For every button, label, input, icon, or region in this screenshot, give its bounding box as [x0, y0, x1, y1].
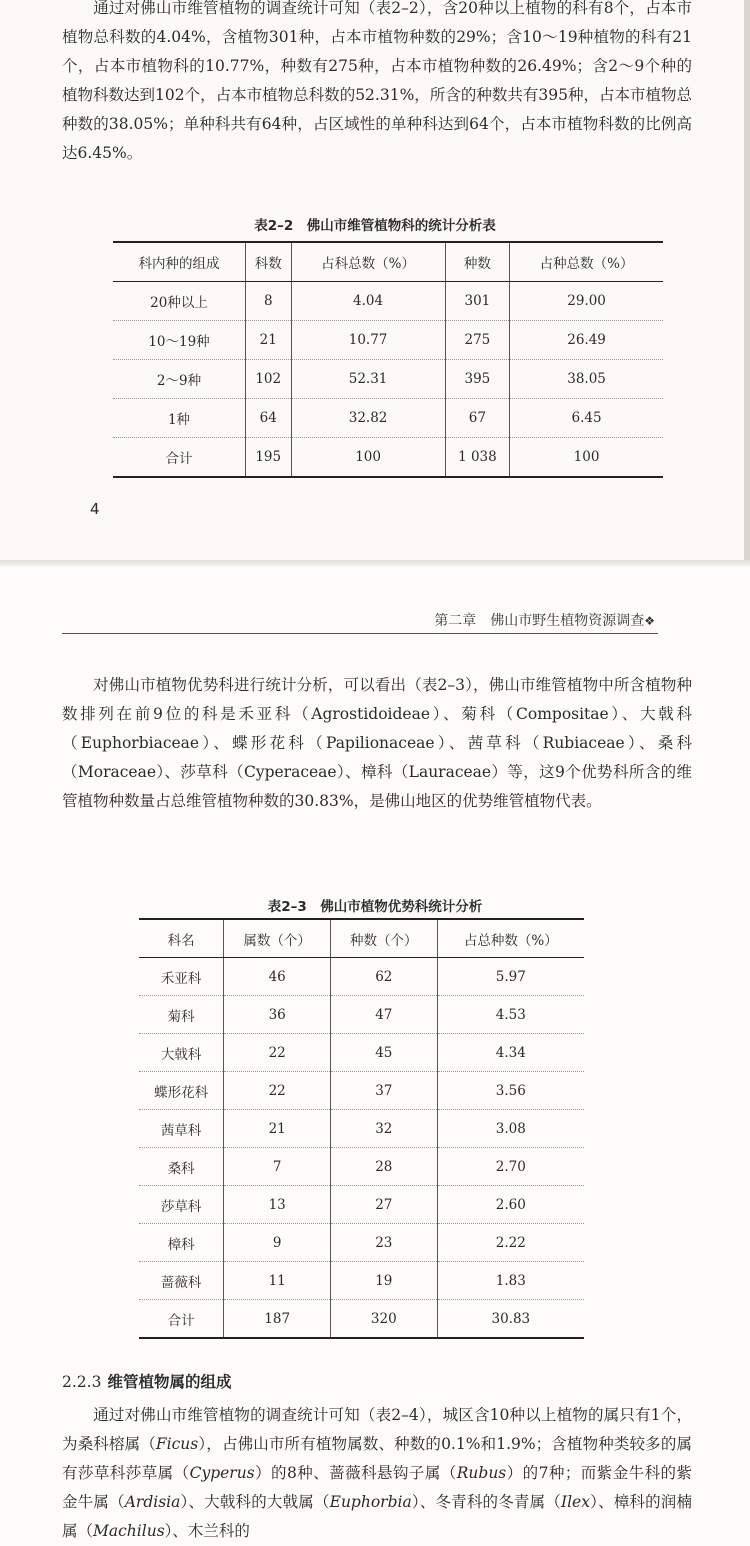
running-head: [434, 610, 655, 630]
column-header: 占种总数（%）: [510, 242, 663, 282]
table-cell: 1 038: [445, 438, 509, 478]
table-2-3: [139, 918, 584, 1339]
table-cell: 蔷薇科: [139, 1262, 224, 1300]
paragraph-text: ）、冬青科的冬青属（: [411, 1493, 561, 1511]
table-row: [139, 1072, 584, 1110]
table-2-2: [113, 241, 663, 478]
table-row: [139, 1110, 584, 1148]
header-rule: [62, 633, 658, 634]
diamond-ornament-icon: ❖: [644, 614, 655, 628]
table-cell: 23: [330, 1224, 437, 1262]
table-cell: 47: [330, 996, 437, 1034]
table-cell: 320: [330, 1300, 437, 1339]
table-cell: 45: [330, 1034, 437, 1072]
table-cell: 19: [330, 1262, 437, 1300]
paragraph-text: ）的7种；而紫金牛科的紫金牛属（: [62, 1464, 692, 1511]
table-cell: 395: [445, 360, 509, 399]
table-cell: 29.00: [510, 282, 663, 321]
paragraph-text: 对佛山市植物优势科进行统计分析，可以看出（表2–3），佛山市维管植物中所含植物种数排列在前9位的科是禾亚科（Agrostidoideae）、菊科（Compositae）、大戟科（Euphorbiaceae）、蝶形花科（Papilionaceae）、茜草科（Rubiaceae）、桑科（Moraceae）、莎草科（Cyperaceae）、樟科（Lauraceae）等，这9个优势科所含的维管植物种数量占总维管植物种数的30.83%，是佛山地区的优势维管植物代表。: [62, 676, 692, 810]
table-cell: 3.56: [437, 1072, 584, 1110]
page-number: 4: [90, 500, 100, 518]
scientific-name: Ficus: [155, 1435, 199, 1453]
section-title: 维管植物属的组成: [107, 1373, 232, 1391]
table-cell: 102: [245, 360, 291, 399]
table-cell: 合计: [139, 1300, 224, 1339]
page-4: [0, 0, 750, 560]
table-cell: 38.05: [510, 360, 663, 399]
table-cell: 46: [224, 958, 331, 996]
table-cell: 1.83: [437, 1262, 584, 1300]
column-header: 占总种数（%）: [437, 919, 584, 958]
table-header-row: [113, 242, 663, 282]
paragraph-text: ）、木兰科的: [164, 1522, 250, 1540]
table-row: [139, 958, 584, 996]
table-row: [113, 282, 663, 321]
paragraph-text: ），占佛山市所有植物属数、种数的0.1%和1.9%；含植物种类较多的属有莎草科莎草属（: [62, 1435, 692, 1482]
paragraph-text: 通过对佛山市维管植物的调查统计可知（表2–2），含20种以上植物的科有8个，占本市植物总科数的4.04%，含植物301种，占本市植物种数的29%；含10～19种植物的科有21个，占本市植物科的10.77%，种数有275种，占本市植物种数的26.49%；含2～9个种的植物科数达到102个，占本市植物总科数的52.31%，所含的种数共有395种，占本市植物总种数的38.05%；单种科共有64种，占区域性的单种科达到64个，占本市植物科数的比例高达6.45%。: [62, 0, 692, 162]
column-header: 属数（个）: [224, 919, 331, 958]
table-cell: 3.08: [437, 1110, 584, 1148]
table-header-row: [139, 919, 584, 958]
table-cell: 6.45: [510, 399, 663, 438]
table-cell: 20种以上: [150, 295, 208, 311]
paragraph-text: ）、樟科的润楠属（: [62, 1493, 692, 1540]
paragraph-text: ）、大戟科的大戟属（: [180, 1493, 330, 1511]
table-row: [139, 996, 584, 1034]
column-header: 占科总数（%）: [291, 242, 445, 282]
table-cell: 禾亚科: [160, 970, 202, 987]
table-cell: 5.97: [437, 958, 584, 996]
table-cell: 26.49: [510, 321, 663, 360]
table-cell: 30.83: [437, 1300, 584, 1339]
paragraph-family-statistics: [62, 0, 692, 168]
table-cell: 4.53: [437, 996, 584, 1034]
table-cell: 27: [330, 1186, 437, 1224]
table-cell: 22: [224, 1072, 331, 1110]
table-cell: 菊科: [139, 996, 224, 1034]
table-cell: 莎草科: [139, 1186, 224, 1224]
table-2-2-title: 表2–2 佛山市维管植物科的统计分析表: [254, 218, 496, 234]
table-cell: 36: [224, 996, 331, 1034]
running-head-text: 第二章 佛山市野生植物资源调查: [434, 613, 645, 629]
table-cell: 合计: [113, 438, 245, 478]
table-cell: 2.70: [437, 1148, 584, 1186]
table-cell: 7: [224, 1148, 331, 1186]
table-cell: 21: [224, 1110, 331, 1148]
table-cell: 13: [224, 1186, 331, 1224]
table-cell: 2.60: [437, 1186, 584, 1224]
table-cell: 大戟科: [139, 1034, 224, 1072]
paragraph-genus-composition: [62, 1401, 692, 1546]
table-row: [139, 1262, 584, 1300]
table-row: [113, 399, 663, 438]
table-cell: 275: [445, 321, 509, 360]
table-cell: 187: [224, 1300, 331, 1339]
table-cell: 301: [445, 282, 509, 321]
table-row: [113, 438, 663, 478]
scientific-name: Cyperus: [189, 1464, 255, 1482]
paragraph-dominant-families: [62, 671, 692, 816]
table-row: [139, 1148, 584, 1186]
scientific-name: Machilus: [93, 1522, 165, 1540]
scientific-name: Rubus: [456, 1464, 507, 1482]
table-cell: 1种: [113, 399, 245, 438]
table-cell: 28: [330, 1148, 437, 1186]
section-heading: [62, 1370, 231, 1392]
column-header: 种数（个）: [330, 919, 437, 958]
table-cell: 桑科: [139, 1148, 224, 1186]
table-cell: 100: [510, 438, 663, 478]
table-cell: 32.82: [291, 399, 445, 438]
table-cell: 64: [245, 399, 291, 438]
table-cell: 4.34: [437, 1034, 584, 1072]
table-cell: 2～9种: [113, 360, 245, 399]
table-row: [113, 360, 663, 399]
table-cell: 67: [445, 399, 509, 438]
column-header: 种数: [445, 242, 509, 282]
column-header: 科名: [139, 919, 224, 958]
table-row: [113, 321, 663, 360]
table-row: [139, 1224, 584, 1262]
table-cell: 10～19种: [113, 321, 245, 360]
table-cell: 8: [245, 282, 291, 321]
table-cell: 195: [245, 438, 291, 478]
column-header: 科内种的组成: [113, 242, 245, 282]
scientific-name: Ilex: [560, 1493, 590, 1511]
table-cell: 21: [245, 321, 291, 360]
section-number: 2.2.3: [62, 1373, 102, 1391]
table-cell: 100: [291, 438, 445, 478]
table-row: [139, 1034, 584, 1072]
scientific-name: Ardisia: [124, 1493, 181, 1511]
table-cell: 11: [224, 1262, 331, 1300]
table-cell: 茜草科: [139, 1110, 224, 1148]
table-cell: 樟科: [139, 1224, 224, 1262]
table-row: [139, 1300, 584, 1339]
scientific-name: Euphorbia: [329, 1493, 412, 1511]
paragraph-text: ）的8种、蔷薇科悬钩子属（: [254, 1464, 457, 1482]
table-row: [139, 1186, 584, 1224]
table-cell: 52.31: [291, 360, 445, 399]
table-cell: 9: [224, 1224, 331, 1262]
table-cell: 22: [224, 1034, 331, 1072]
table-cell: 32: [330, 1110, 437, 1148]
table-2-3-title: 表2–3 佛山市植物优势科统计分析: [267, 899, 483, 915]
table-cell: 蝶形花科: [139, 1072, 224, 1110]
column-header: 科数: [245, 242, 291, 282]
table-cell: 4.04: [291, 282, 445, 321]
table-cell: 2.22: [437, 1224, 584, 1262]
paragraph-text: 通过对佛山市维管植物的调查统计可知（表2–4），城区含10种以上植物的属只有1个，为桑科榕属（: [62, 1406, 692, 1453]
table-cell: 37: [330, 1072, 437, 1110]
table-cell: 10.77: [291, 321, 445, 360]
table-cell: 62: [330, 958, 437, 996]
